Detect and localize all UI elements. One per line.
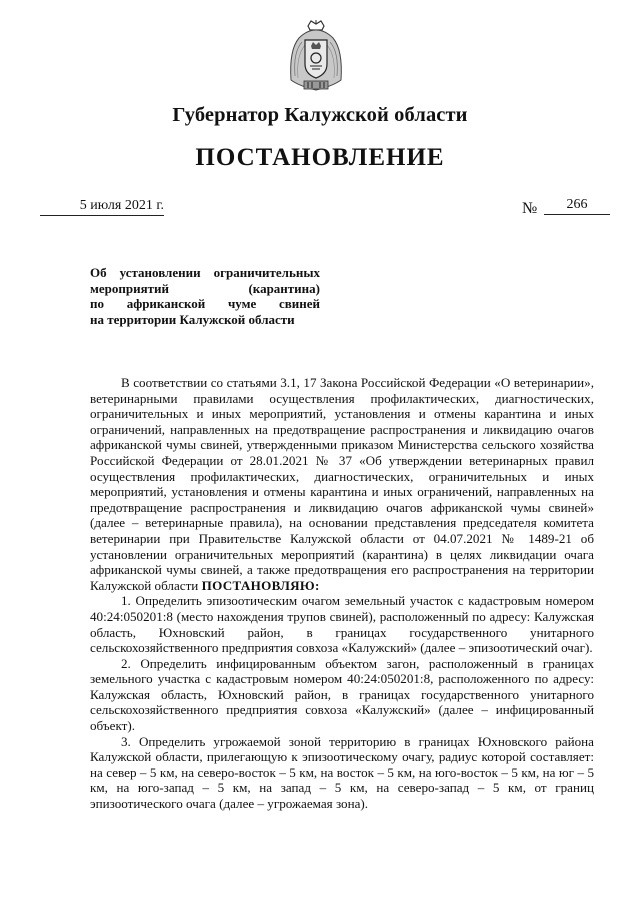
decree-subject — [90, 265, 320, 327]
subject-line: Об установлении ограничительных — [90, 265, 320, 280]
number-sign: № — [522, 200, 538, 217]
subject-line: по африканской чуме свиней — [90, 296, 320, 311]
document-date: 5 июля 2021 г. — [40, 198, 164, 216]
subject-line: мероприятий (карантина) — [90, 280, 320, 296]
preamble-text: В соответствии со статьями 3.1, 17 Закона Российской Федерации «О ветеринарии», ветеринарными правилами осуществления профилактических, диагностических, ограничительных и иных мероприятий, установления и отмены карантина и иных ограничений, направленных на предотвращение распространения и ликвидацию очагов африканской чумы свиней, утвержденными приказом Министерства сельского хозяйства Российской Федерации от 28.01.2021 № 37 «Об утверждении ветеринарных правил осуществления профилактических, диагностических, ограничительных и иных мероприятий, установления и отмены карантина и иных ограничений, направленных на предотвращение распространения и ликвидацию очагов африканской чумы свиней» (далее – ветеринарные правила), на основании представления председателя комитета ветеринарии при Правительстве Калужской области от 04.07.2021 № 1489-21 об установлении ограничительных мероприятий (карантина) в целях ликвидации очага африканской чумы свиней, а также предотвращения его распространения на территории Калужской области — [90, 375, 594, 593]
decree-item: 2. Определить инфицированным объектом загон, расположенный в границах земельного участка с кадастровым номером 40:24:050201:8, расположенного по адресу: Калужская область, Юхновский район, в границах государственного унитарного сельскохозяйственного предприятия совхоза «Калужский» (далее – инфицированный объект). — [90, 655, 594, 734]
decree-keyword: ПОСТАНОВЛЯЮ — [201, 577, 315, 593]
document-number: 266 — [544, 197, 610, 215]
decree-body — [90, 375, 594, 812]
subject-line: на территории Калужской области — [90, 311, 295, 327]
decree-item: 1. Определить эпизоотическим очагом земельный участок с кадастровым номером 40:24:050201:8 (место нахождения трупов свиней), расположенный по адресу: Калужская область, Юхновский район, в границах государственного унитарного сельскохозяйственного предприятия совхоза «Калужский» (далее – эпизоотический очаг). — [90, 593, 594, 656]
issuing-authority: Губернатор Калужской области — [172, 104, 468, 126]
document-type-title: ПОСТАНОВЛЕНИЕ — [195, 144, 445, 171]
preamble-paragraph — [90, 375, 594, 593]
decree-item: 3. Определить угрожаемой зоной территорию в границах Юхновского района Калужской области, прилегающую к эпизоотическому очагу, радиус которой составляет: на север – 5 км, на северо-восток – 5 км, на восток – 5 км, на юго-восток – 5 км, на юг – 5 км, на юго-запад – 5 км, на запад – 5 км, на северо-запад – 5 км, от границ эпизоотического очага (далее – угрожаемая зона). — [90, 733, 594, 812]
decree-colon: : — [314, 577, 320, 593]
kaluga-coat-of-arms-icon — [287, 20, 345, 94]
